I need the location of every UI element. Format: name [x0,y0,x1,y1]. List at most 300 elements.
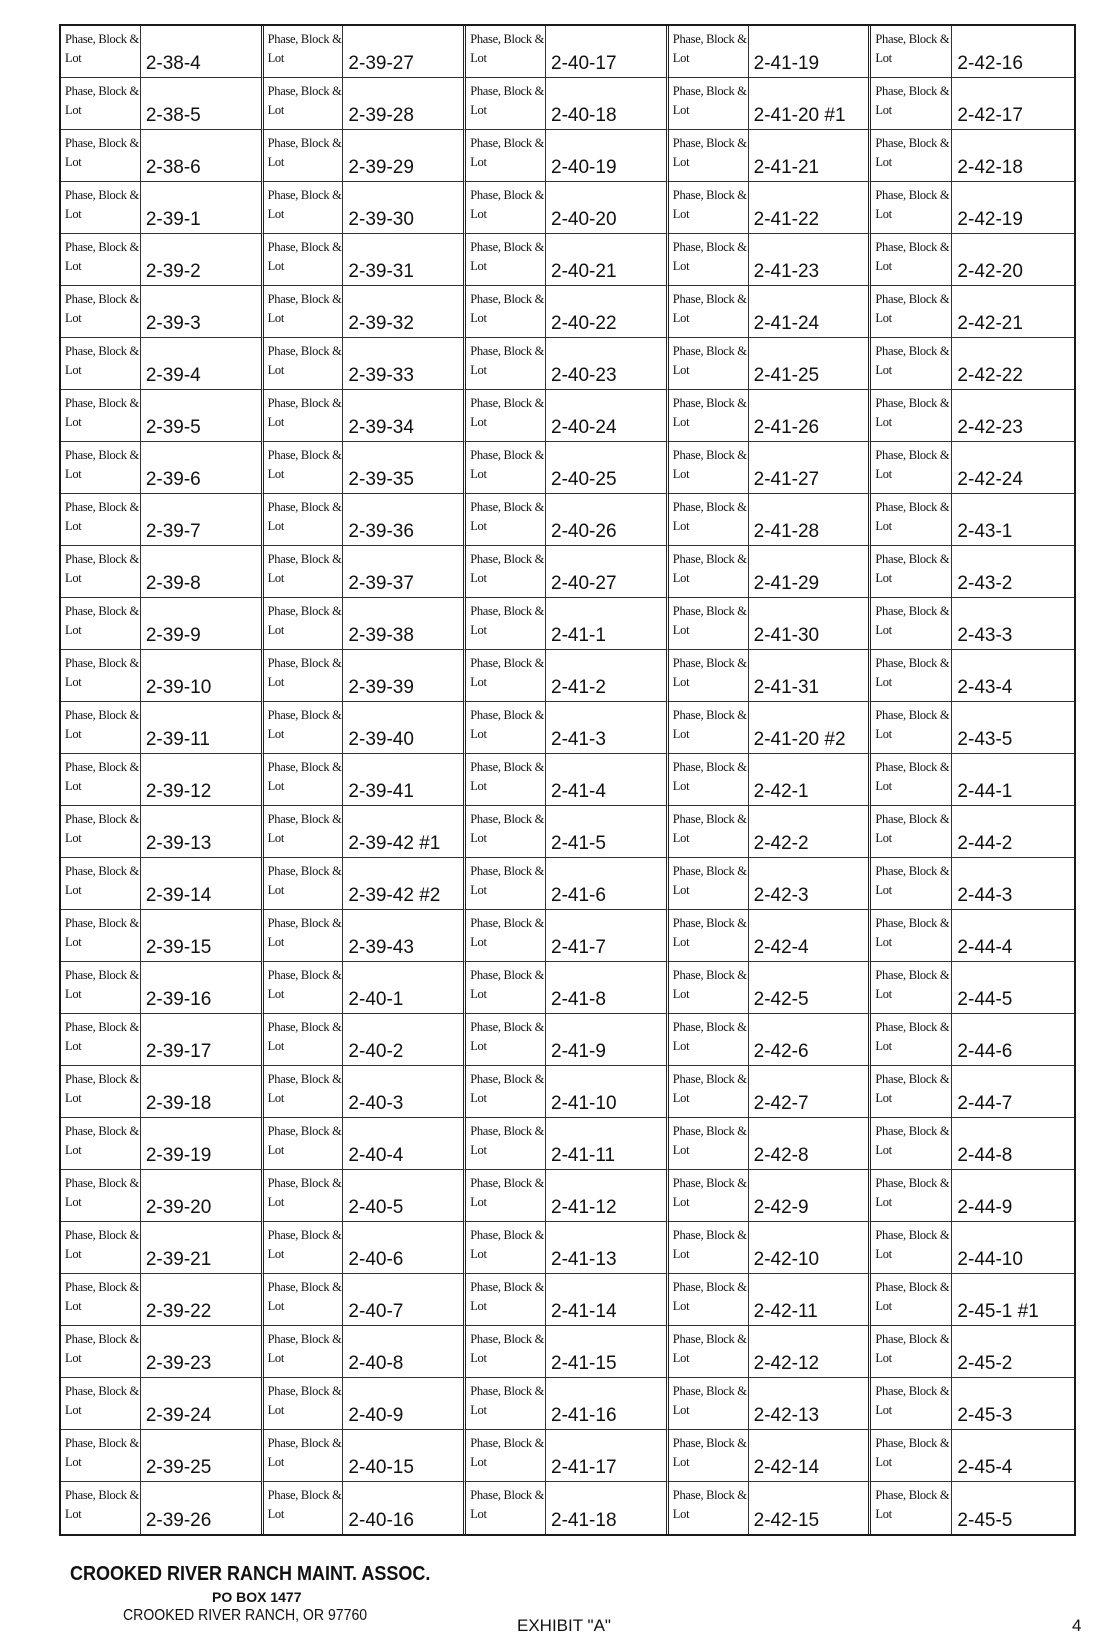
lot-number: 2-41-3 [551,729,606,750]
lot-number: 2-42-17 [957,105,1023,126]
lot-number: 2-39-39 [348,677,414,698]
lot-number: 2-39-27 [348,53,414,74]
lot-number: 2-44-9 [957,1197,1013,1218]
cell-label: Phase, Block & Lot [466,234,546,285]
cell-label: Phase, Block & Lot [871,1274,952,1325]
table-cell [264,130,467,182]
table-cell [466,962,669,1014]
cell-label: Phase, Block & Lot [264,26,344,77]
table-cell [466,1430,669,1482]
lot-number: 2-42-12 [753,1353,820,1374]
table-cell [669,858,872,910]
table-cell [466,442,669,494]
cell-label: Phase, Block & Lot [61,1378,141,1429]
cell-label: Phase, Block & Lot [264,338,344,389]
table-cell [871,26,1074,78]
cell-label: Phase, Block & Lot [61,26,141,77]
cell-label: Phase, Block & Lot [871,182,952,233]
cell-label: Phase, Block & Lot [264,234,344,285]
lot-number: 2-41-23 [753,261,820,282]
cell-label: Phase, Block & Lot [264,1014,344,1065]
lot-number: 2-41-20 #2 [753,729,846,750]
cell-label: Phase, Block & Lot [466,1118,546,1169]
cell-label: Phase, Block & Lot [669,338,749,389]
cell-label: Phase, Block & Lot [466,702,546,753]
cell-label: Phase, Block & Lot [264,1066,344,1117]
cell-label: Phase, Block & Lot [61,598,141,649]
cell-label: Phase, Block & Lot [61,78,141,129]
lot-number: 2-38-6 [145,157,201,178]
table-cell [669,442,872,494]
cell-label: Phase, Block & Lot [871,26,952,77]
lot-number: 2-39-18 [145,1093,212,1114]
lot-number: 2-39-15 [145,937,212,958]
cell-label: Phase, Block & Lot [61,806,141,857]
cell-label: Phase, Block & Lot [264,390,344,441]
cell-label: Phase, Block & Lot [61,1430,141,1481]
cell-label: Phase, Block & Lot [669,234,749,285]
cell-label: Phase, Block & Lot [61,910,141,961]
exhibit-label: EXHIBIT "A" [517,1616,611,1635]
cell-label: Phase, Block & Lot [61,858,141,909]
table-cell [466,1326,669,1378]
lot-number: 2-42-5 [753,989,809,1010]
table-cell [264,338,467,390]
lot-number: 2-41-15 [551,1353,617,1374]
lot-number: 2-39-13 [145,833,212,854]
lot-number: 2-43-4 [957,677,1013,698]
table-cell [669,910,872,962]
table-cell [61,1014,264,1066]
table-cell [466,130,669,182]
table-cell [466,1482,669,1534]
lot-number: 2-42-11 [753,1301,818,1322]
cell-label: Phase, Block & Lot [669,78,749,129]
table-cell [61,26,264,78]
association-name: CROOKED RIVER RANCH MAINT. ASSOC. [70,1563,431,1585]
lot-number: 2-39-2 [145,261,201,282]
lot-number: 2-40-1 [348,989,404,1010]
cell-label: Phase, Block & Lot [264,702,344,753]
lot-number: 2-39-3 [145,313,201,334]
lot-number: 2-39-37 [348,573,414,594]
cell-label: Phase, Block & Lot [669,390,749,441]
cell-label: Phase, Block & Lot [264,1378,344,1429]
cell-label: Phase, Block & Lot [871,494,952,545]
lot-number: 2-40-15 [348,1457,414,1478]
table-cell [264,494,467,546]
table-cell [466,182,669,234]
cell-label: Phase, Block & Lot [466,442,546,493]
lot-number: 2-39-38 [348,625,414,646]
cell-label: Phase, Block & Lot [669,754,749,805]
cell-label: Phase, Block & Lot [466,858,546,909]
cell-label: Phase, Block & Lot [669,1170,749,1221]
lot-number: 2-42-2 [753,833,809,854]
table-cell [61,1170,264,1222]
lot-number: 2-44-10 [957,1249,1023,1270]
lot-number: 2-40-8 [348,1353,404,1374]
table-cell [871,754,1074,806]
lot-number: 2-43-5 [957,729,1013,750]
table-cell [871,1014,1074,1066]
lot-number: 2-44-6 [957,1041,1013,1062]
lot-number: 2-39-22 [145,1301,212,1322]
table-cell [264,1118,467,1170]
cell-label: Phase, Block & Lot [466,1014,546,1065]
table-cell [264,546,467,598]
lot-number: 2-44-5 [957,989,1013,1010]
table-cell [871,130,1074,182]
lot-number: 2-41-20 #1 [753,105,846,126]
lot-number: 2-39-11 [145,729,210,750]
table-cell [61,598,264,650]
lot-number: 2-40-6 [348,1249,404,1270]
table-cell [264,390,467,442]
cell-label: Phase, Block & Lot [466,26,546,77]
cell-label: Phase, Block & Lot [871,1430,952,1481]
cell-label: Phase, Block & Lot [669,1274,749,1325]
lot-number: 2-44-2 [957,833,1013,854]
lot-number: 2-40-3 [348,1093,404,1114]
table-cell [871,1326,1074,1378]
cell-label: Phase, Block & Lot [466,494,546,545]
cell-label: Phase, Block & Lot [264,1222,344,1273]
lot-number: 2-45-3 [957,1405,1013,1426]
lot-number: 2-40-2 [348,1041,404,1062]
lot-number: 2-39-16 [145,989,212,1010]
cell-label: Phase, Block & Lot [264,78,344,129]
table-cell [61,338,264,390]
table-cell [871,442,1074,494]
cell-label: Phase, Block & Lot [871,754,952,805]
table-cell [871,494,1074,546]
lot-number: 2-39-5 [145,417,201,438]
lot-number: 2-41-22 [753,209,820,230]
cell-label: Phase, Block & Lot [466,1326,546,1377]
lot-number: 2-41-5 [551,833,606,854]
cell-label: Phase, Block & Lot [466,1066,546,1117]
cell-label: Phase, Block & Lot [466,910,546,961]
table-cell [871,1378,1074,1430]
table-cell [61,1118,264,1170]
lot-number: 2-45-1 #1 [957,1301,1039,1322]
lot-number: 2-41-17 [551,1457,617,1478]
cell-label: Phase, Block & Lot [871,442,952,493]
cell-label: Phase, Block & Lot [466,130,546,181]
table-cell [669,1118,872,1170]
lot-number: 2-41-29 [753,573,820,594]
table-cell [871,182,1074,234]
cell-label: Phase, Block & Lot [264,806,344,857]
lot-number: 2-41-24 [753,313,820,334]
cell-label: Phase, Block & Lot [466,1222,546,1273]
table-cell [669,962,872,1014]
table-cell [264,1430,467,1482]
table-cell [466,338,669,390]
cell-label: Phase, Block & Lot [61,650,141,701]
lot-number: 2-41-6 [551,885,606,906]
table-cell [871,1274,1074,1326]
lot-number: 2-42-15 [753,1510,820,1531]
cell-label: Phase, Block & Lot [466,1378,546,1429]
lot-number: 2-41-9 [551,1041,606,1062]
lot-number: 2-41-8 [551,989,606,1010]
table-cell [871,546,1074,598]
table-cell [669,598,872,650]
table-cell [669,1430,872,1482]
cell-label: Phase, Block & Lot [264,546,344,597]
table-cell [871,1222,1074,1274]
cell-label: Phase, Block & Lot [669,910,749,961]
cell-label: Phase, Block & Lot [61,1326,141,1377]
table-cell [264,1274,467,1326]
cell-label: Phase, Block & Lot [669,1482,749,1534]
cell-label: Phase, Block & Lot [669,1066,749,1117]
lot-number: 2-41-16 [551,1405,617,1426]
table-cell [466,286,669,338]
lot-number: 2-42-19 [957,209,1023,230]
table-cell [61,286,264,338]
table-cell [669,130,872,182]
lot-number: 2-39-17 [145,1041,212,1062]
cell-label: Phase, Block & Lot [669,1014,749,1065]
lot-number: 2-42-14 [753,1457,820,1478]
cell-label: Phase, Block & Lot [466,1430,546,1481]
cell-label: Phase, Block & Lot [264,1482,344,1534]
lot-number: 2-41-30 [753,625,820,646]
cell-label: Phase, Block & Lot [61,390,141,441]
table-cell [264,1482,467,1534]
lot-number: 2-39-25 [145,1457,212,1478]
cell-label: Phase, Block & Lot [669,1430,749,1481]
cell-label: Phase, Block & Lot [264,1326,344,1377]
table-cell [669,1066,872,1118]
cell-label: Phase, Block & Lot [669,442,749,493]
lot-number: 2-41-13 [551,1249,617,1270]
table-cell [61,806,264,858]
cell-label: Phase, Block & Lot [264,910,344,961]
cell-label: Phase, Block & Lot [669,1326,749,1377]
cell-label: Phase, Block & Lot [264,858,344,909]
lot-number: 2-39-7 [145,521,201,542]
lot-number: 2-41-2 [551,677,606,698]
cell-label: Phase, Block & Lot [871,1118,952,1169]
cell-label: Phase, Block & Lot [264,182,344,233]
table-cell [871,806,1074,858]
cell-label: Phase, Block & Lot [264,130,344,181]
cell-label: Phase, Block & Lot [871,962,952,1013]
table-cell [61,1222,264,1274]
table-cell [264,1170,467,1222]
cell-label: Phase, Block & Lot [61,442,141,493]
table-cell [669,754,872,806]
cell-label: Phase, Block & Lot [871,1482,952,1534]
cell-label: Phase, Block & Lot [669,1378,749,1429]
cell-label: Phase, Block & Lot [61,1170,141,1221]
lot-number: 2-39-33 [348,365,414,386]
lot-number: 2-38-5 [145,105,201,126]
table-cell [264,442,467,494]
cell-label: Phase, Block & Lot [871,234,952,285]
lot-number: 2-44-7 [957,1093,1013,1114]
table-cell [264,806,467,858]
lot-number: 2-44-3 [957,885,1013,906]
lot-number: 2-42-18 [957,157,1023,178]
cell-label: Phase, Block & Lot [264,754,344,805]
table-cell [669,286,872,338]
cell-label: Phase, Block & Lot [61,702,141,753]
lot-number: 2-39-29 [348,157,414,178]
cell-label: Phase, Block & Lot [264,286,344,337]
cell-label: Phase, Block & Lot [61,1222,141,1273]
lot-number: 2-41-19 [753,53,820,74]
table-cell [871,858,1074,910]
cell-label: Phase, Block & Lot [466,754,546,805]
cell-label: Phase, Block & Lot [264,598,344,649]
cell-label: Phase, Block & Lot [669,858,749,909]
cell-label: Phase, Block & Lot [61,182,141,233]
cell-label: Phase, Block & Lot [871,390,952,441]
cell-label: Phase, Block & Lot [61,1482,141,1534]
table-cell [669,494,872,546]
table-cell [61,390,264,442]
cell-label: Phase, Block & Lot [61,1274,141,1325]
table-cell [669,1482,872,1534]
table-cell [466,910,669,962]
table-cell [264,1326,467,1378]
table-cell [61,858,264,910]
lot-number: 2-42-3 [753,885,809,906]
lot-number: 2-41-21 [753,157,820,178]
lot-number: 2-39-42 #1 [348,833,441,854]
cell-label: Phase, Block & Lot [466,806,546,857]
cell-label: Phase, Block & Lot [61,962,141,1013]
cell-label: Phase, Block & Lot [871,546,952,597]
table-cell [61,962,264,1014]
table-cell [871,78,1074,130]
lot-number: 2-39-36 [348,521,414,542]
table-cell [61,234,264,286]
lot-number: 2-39-28 [348,105,414,126]
cell-label: Phase, Block & Lot [466,962,546,1013]
lot-number: 2-39-35 [348,469,414,490]
table-cell [871,910,1074,962]
lot-number: 2-41-1 [551,625,606,646]
lot-number: 2-40-23 [551,365,617,386]
table-cell [61,442,264,494]
table-cell [669,1274,872,1326]
table-cell [466,390,669,442]
table-cell [466,494,669,546]
cell-label: Phase, Block & Lot [871,1326,952,1377]
cell-label: Phase, Block & Lot [466,390,546,441]
lot-number: 2-39-10 [145,677,212,698]
cell-label: Phase, Block & Lot [669,650,749,701]
table-cell [669,1378,872,1430]
lot-number: 2-40-17 [551,53,617,74]
table-cell [669,390,872,442]
cell-label: Phase, Block & Lot [466,78,546,129]
table-cell [61,130,264,182]
cell-label: Phase, Block & Lot [264,442,344,493]
cell-label: Phase, Block & Lot [669,546,749,597]
table-cell [669,1014,872,1066]
table-cell [264,702,467,754]
table-cell [264,910,467,962]
lot-number: 2-39-1 [145,209,201,230]
lot-number: 2-45-2 [957,1353,1013,1374]
lot-number: 2-44-1 [957,781,1013,802]
cell-label: Phase, Block & Lot [264,494,344,545]
cell-label: Phase, Block & Lot [871,1066,952,1117]
lot-number: 2-40-20 [551,209,617,230]
table-cell [466,650,669,702]
table-cell [871,286,1074,338]
cell-label: Phase, Block & Lot [871,130,952,181]
lot-number: 2-39-34 [348,417,414,438]
cell-label: Phase, Block & Lot [61,754,141,805]
table-cell [466,702,669,754]
lot-number: 2-42-16 [957,53,1023,74]
table-cell [61,1378,264,1430]
table-cell [61,910,264,962]
table-cell [669,1170,872,1222]
table-cell [871,702,1074,754]
table-cell [871,1430,1074,1482]
lot-number: 2-41-4 [551,781,606,802]
lot-number: 2-39-42 #2 [348,885,441,906]
lot-number: 2-40-16 [348,1510,414,1531]
lot-number: 2-43-3 [957,625,1013,646]
lot-number: 2-42-20 [957,261,1023,282]
table-cell [61,1066,264,1118]
table-cell [871,338,1074,390]
table-cell [264,26,467,78]
lot-number: 2-42-22 [957,365,1023,386]
lot-number: 2-41-12 [551,1197,617,1218]
cell-label: Phase, Block & Lot [669,286,749,337]
cell-label: Phase, Block & Lot [871,1170,952,1221]
table-cell [466,234,669,286]
cell-label: Phase, Block & Lot [871,910,952,961]
table-cell [264,286,467,338]
cell-label: Phase, Block & Lot [871,1378,952,1429]
table-cell [466,1066,669,1118]
lot-number: 2-44-8 [957,1145,1013,1166]
table-cell [669,182,872,234]
table-cell [669,78,872,130]
table-cell [264,182,467,234]
cell-label: Phase, Block & Lot [264,962,344,1013]
cell-label: Phase, Block & Lot [466,650,546,701]
cell-label: Phase, Block & Lot [466,546,546,597]
table-cell [669,1222,872,1274]
cell-label: Phase, Block & Lot [669,182,749,233]
table-cell [61,78,264,130]
table-cell [264,1066,467,1118]
lot-number: 2-39-31 [348,261,414,282]
table-cell [871,1066,1074,1118]
table-cell [466,858,669,910]
lot-number: 2-39-6 [145,469,201,490]
cell-label: Phase, Block & Lot [61,546,141,597]
lot-number: 2-42-4 [753,937,809,958]
cell-label: Phase, Block & Lot [466,1274,546,1325]
table-cell [264,598,467,650]
table-cell [466,1014,669,1066]
po-box: PO BOX 1477 [212,1589,302,1605]
